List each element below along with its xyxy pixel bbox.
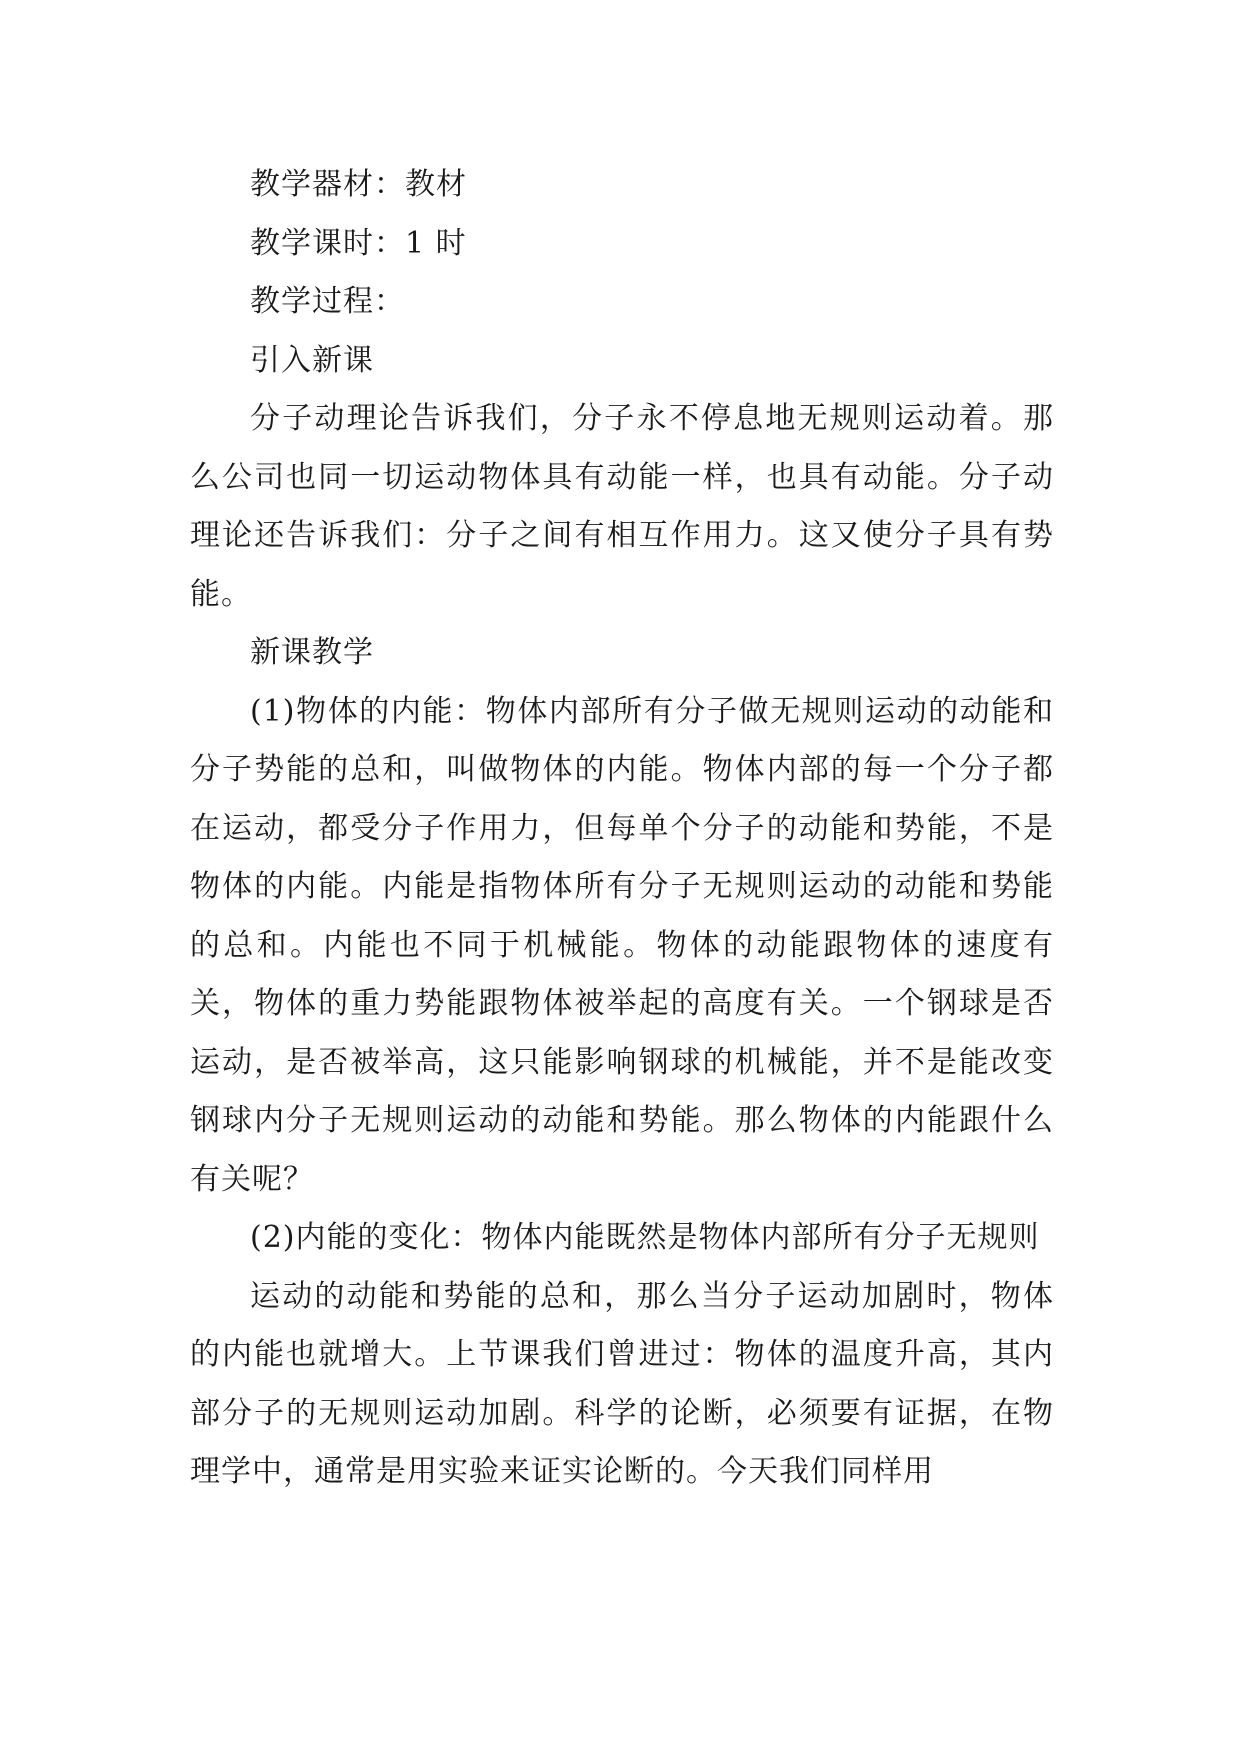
paragraph-new-lesson-teaching: 新课教学 — [250, 635, 374, 670]
paragraph-introduce-new-lesson: 引入新课 — [250, 342, 374, 378]
paragraph-teaching-materials: 教学器材：教材 — [250, 167, 467, 202]
paragraph-teaching-process: 教学过程： — [250, 284, 405, 319]
paragraph-internal-energy-change: (2)内能的变化：物体内能既然是物体内部所有分子无规则 — [250, 1220, 1040, 1255]
paragraph-molecular-theory: 分子动理论告诉我们，分子永不停息地无规则运动着。那么公司也同一切运动物体具有动能一样，也具有动能。分子动理论还告诉我们：分子之间有相互作用力。这又使分子具有势能。 — [190, 401, 1054, 612]
paragraph-molecular-motion: 运动的动能和势能的总和，那么当分子运动加剧时，物体的内能也就增大。上节课我们曾进过：物体的温度升高，其内部分子的无规则运动加剧。科学的论断，必须要有证据，在物理学中，通常是用实验来证实论断的。今天我们同样用 — [190, 1278, 1054, 1489]
paragraph-class-hours: 教学课时：1 时 — [250, 225, 467, 261]
document-body — [190, 156, 1054, 1502]
paragraph-internal-energy: (1)物体的内能：物体内部所有分子做无规则运动的动能和分子势能的总和，叫做物体的内能。物体内部的每一个分子都在运动，都受分子作用力，但每单个分子的动能和势能，不是物体的内能。内能是指物体所有分子无规则运动的动能和势能的总和。内能也不同于机械能。物体的动能跟物体的速度有关，物体的重力势能跟物体被举起的高度有关。一个钢球是否运动，是否被举高，这只能影响钢球的机械能，并不是能改变钢球内分子无规则运动的动能和势能。那么物体的内能跟什么有关呢？ — [190, 693, 1054, 1197]
